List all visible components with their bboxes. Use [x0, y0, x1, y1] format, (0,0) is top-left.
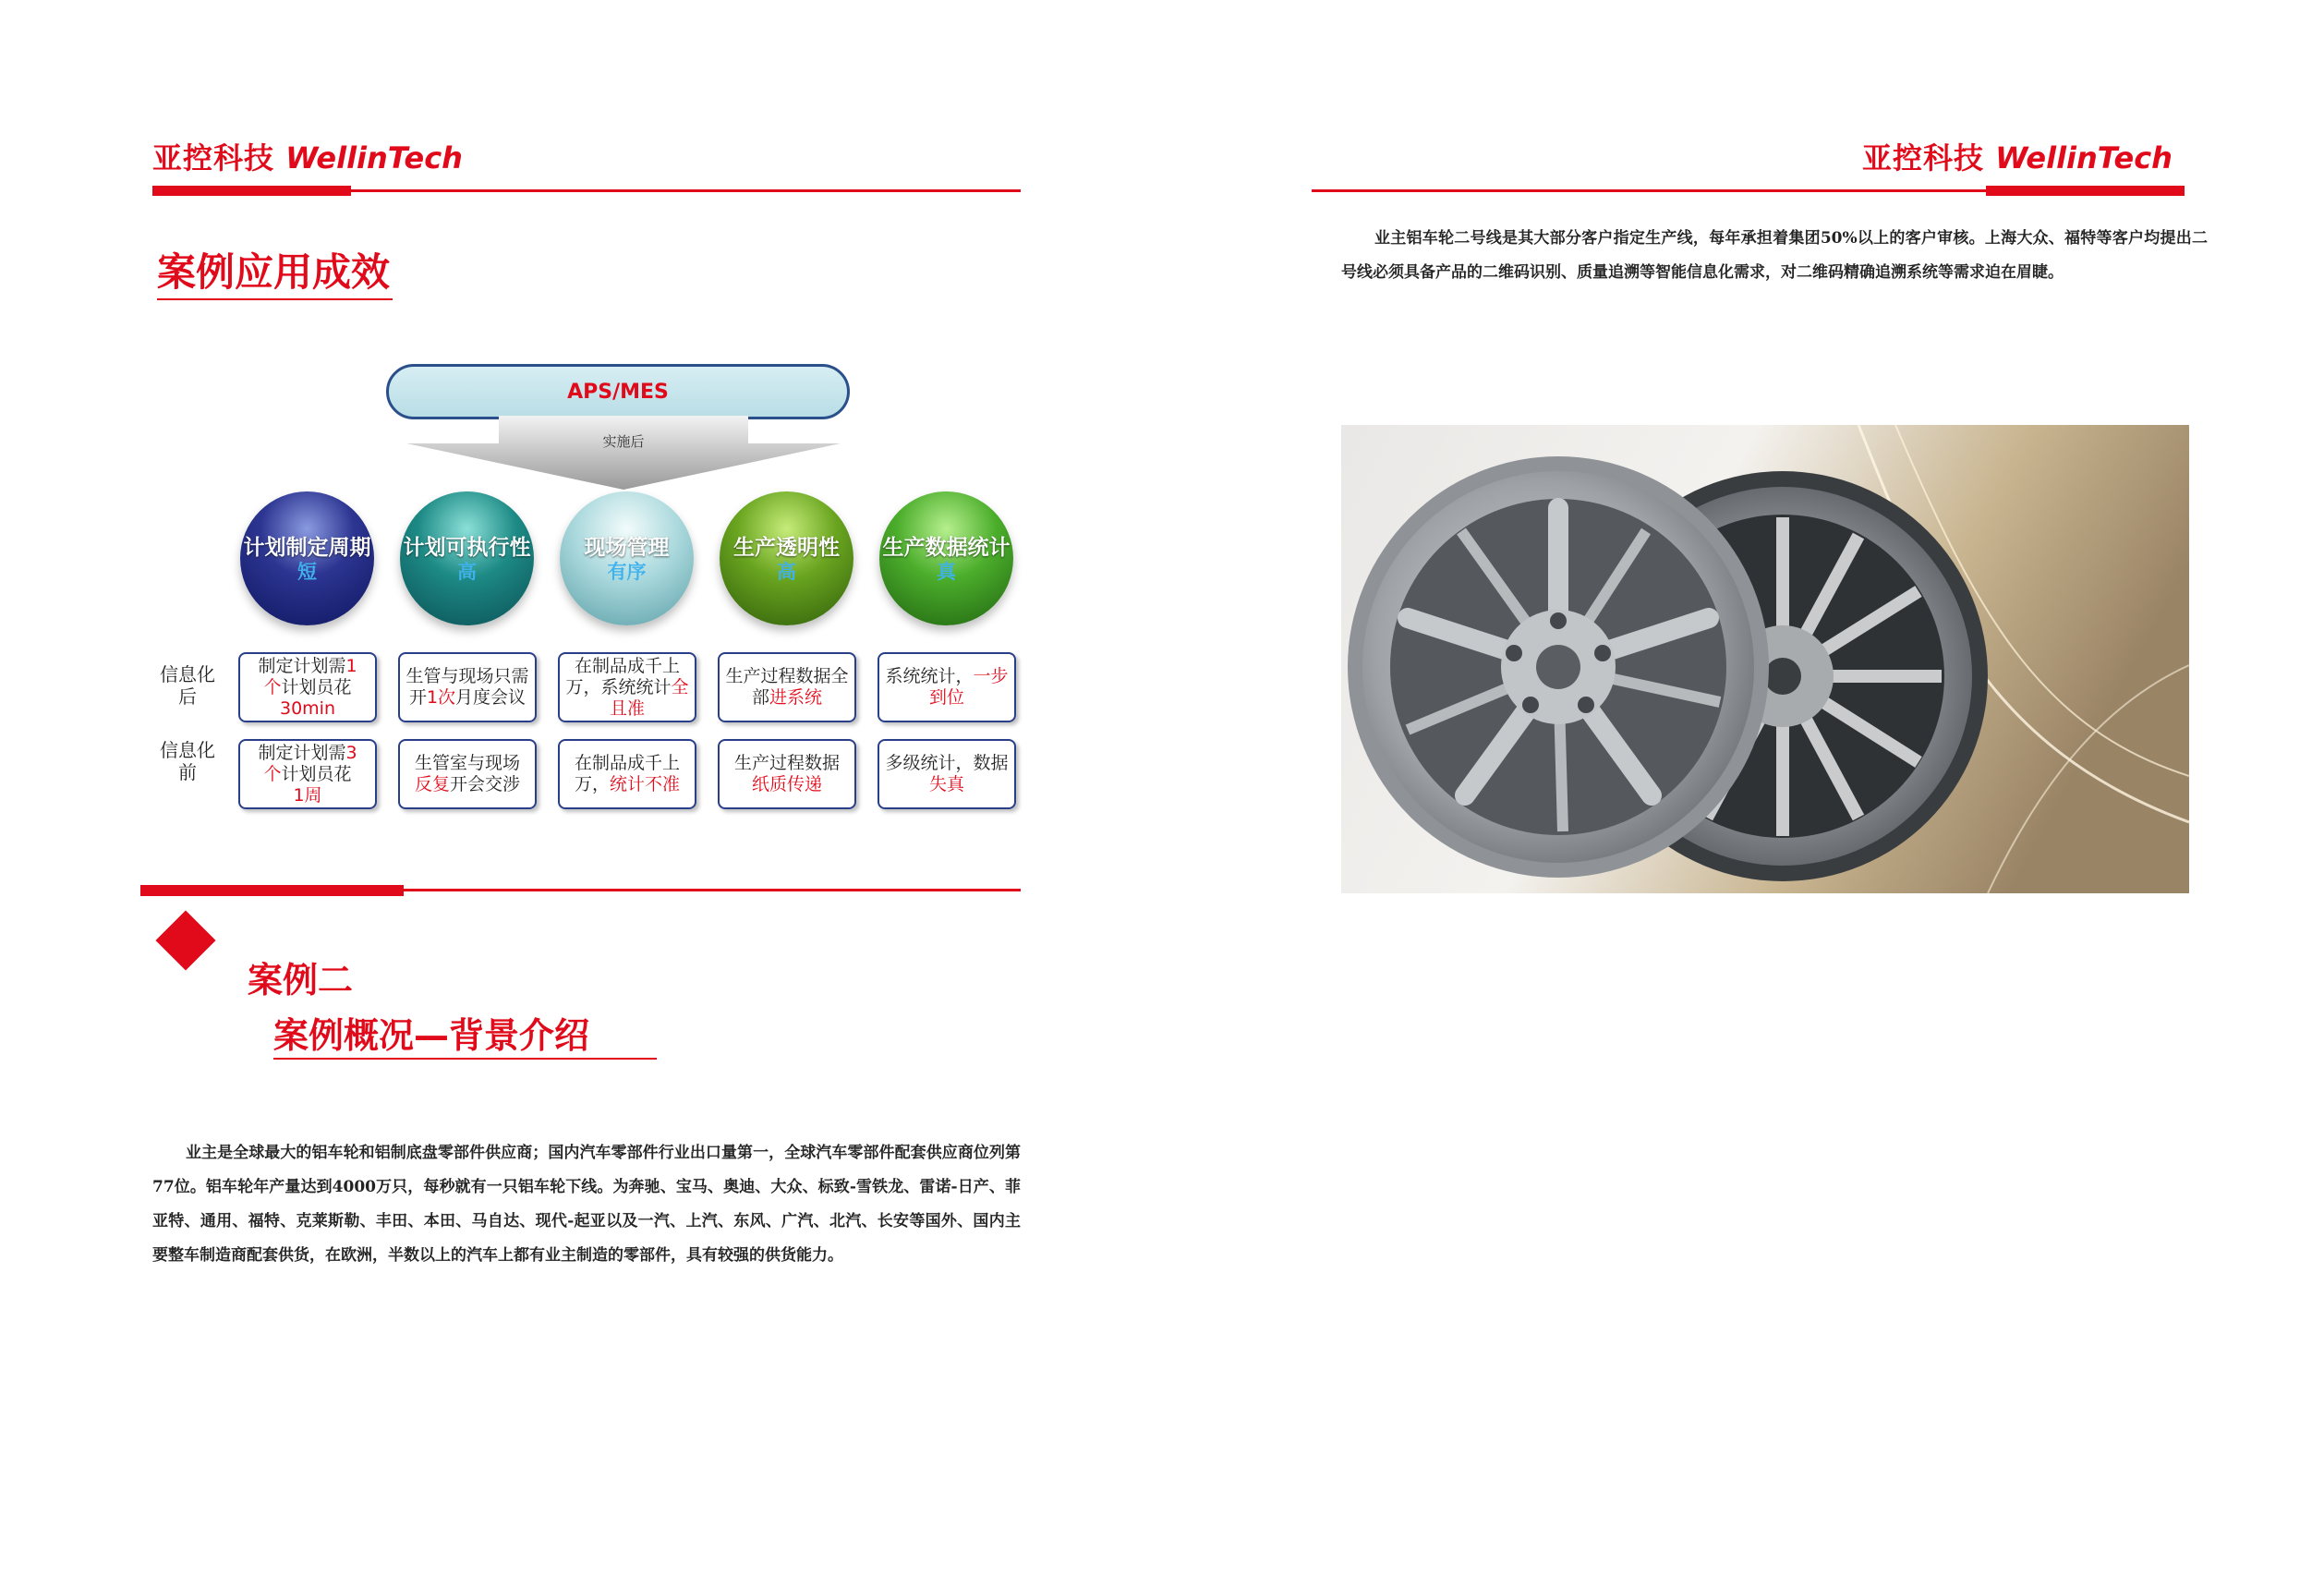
before-card: [718, 739, 856, 809]
sphere-value: 真: [937, 560, 956, 583]
funnel-arrow: [406, 416, 841, 490]
card-text: 生管室与现场: [414, 753, 520, 773]
card-highlight: 30min: [279, 697, 335, 719]
before-card: [398, 739, 537, 809]
arrow-label: 实施后: [602, 433, 645, 450]
right-logo: [1862, 135, 2173, 177]
aps-mes-pill: APS/MES: [386, 364, 850, 419]
sphere-value: 短: [297, 560, 317, 583]
sphere-title: 计划可执行性: [403, 535, 531, 560]
sphere-value: 高: [777, 560, 796, 583]
sphere-title: 现场管理: [584, 535, 670, 560]
card-text: 多级统计，数据: [885, 753, 1009, 773]
card-text: 生产过程数据全部: [725, 666, 849, 708]
sphere-plan-executability: [400, 491, 534, 625]
right-logo-cn: 亚控科技: [1862, 140, 1985, 176]
row-label-before: 信息化前: [160, 739, 215, 783]
card-text: 开会交涉: [450, 774, 521, 794]
before-card: [558, 739, 696, 809]
card-text: 制定计划需: [258, 655, 346, 676]
after-card: [238, 652, 377, 722]
sphere-value: 有序: [607, 560, 647, 583]
before-card: [238, 739, 377, 809]
left-logo-en: WellinTech: [285, 140, 463, 176]
card-highlight: 1周: [293, 784, 322, 806]
card-highlight: 1次: [426, 687, 456, 708]
card-text: 在制品成千上万，系统统计: [565, 655, 680, 697]
section-divider-accent: [140, 885, 404, 896]
before-card: [878, 739, 1016, 809]
left-logo: [152, 135, 463, 177]
sphere-title: 计划制定周期: [243, 535, 371, 560]
sphere-value: 高: [457, 560, 477, 583]
section-title-underline: [157, 298, 393, 300]
case2-title: 案例二: [248, 960, 354, 1000]
card-highlight: 反复: [414, 774, 450, 794]
after-card: [398, 652, 537, 722]
card-text: 月度会议: [455, 687, 527, 708]
diamond-bullet: [155, 910, 215, 970]
card-highlight: 个: [263, 763, 282, 784]
card-text: 生产过程数据: [733, 753, 840, 773]
card-highlight: 1: [345, 655, 357, 676]
card-highlight: 进系统: [769, 687, 823, 708]
sphere-title: 生产透明性: [733, 535, 840, 560]
card-highlight: 一步到位: [928, 666, 1009, 708]
card-highlight: 失真: [928, 774, 964, 794]
card-highlight: 3: [345, 742, 357, 763]
case2-subtitle: 案例概况—背景介绍: [273, 1015, 590, 1056]
sphere-plan-cycle: [240, 491, 374, 625]
left-header-accent: [152, 186, 351, 196]
after-card: [558, 652, 696, 722]
case2-paragraph: 业主是全球最大的铝车轮和铝制底盘零部件供应商；国内汽车零部件行业出口量第一，全球汽车零部件配套供应商位列第77位。铝车轮年产量达到4000万只，每秒就有一只铝车轮下线。为奔驰、宝马、奥迪、大众、标致-雪铁龙、雷诺-日产、菲亚特、通用、福特、克莱斯勒、丰田、本田、马自达、现代-起亚以及一汽、上汽、东风、广汽、北汽、长安等国外、国内主要整车制造商配套供货，在欧洲，半数以上的汽车上都有业主制造的零部件，具有较强的供货能力。: [152, 1144, 1021, 1265]
after-card: [878, 652, 1016, 722]
row-label-after: 信息化后: [160, 663, 215, 708]
card-text: 计划员花: [281, 676, 352, 697]
section-title: 案例应用成效: [157, 249, 391, 295]
left-logo-cn: 亚控科技: [152, 140, 275, 176]
aluminum-wheels-photo: [1341, 425, 2189, 893]
after-card: [718, 652, 856, 722]
sphere-site-management: [560, 491, 694, 625]
card-highlight: 全且准: [609, 676, 689, 719]
card-text: 计划员花: [281, 763, 352, 784]
sphere-production-transparency: [720, 491, 853, 625]
right-logo-en: WellinTech: [1995, 140, 2173, 176]
card-text: 系统统计，: [885, 666, 974, 686]
right-paragraph: 业主铝车轮二号线是其大部分客户指定生产线，每年承担着集团50%以上的客户审核。上海大众、福特等客户均提出二号线必须具备产品的二维码识别、质量追溯等智能信息化需求，对二维码精确追溯系统等需求迫在眉睫。: [1341, 229, 2208, 282]
right-header-accent: [1986, 186, 2185, 196]
case2-underline: [273, 1058, 657, 1060]
card-text: 制定计划需: [258, 742, 346, 763]
sphere-production-statistics: [879, 491, 1013, 625]
card-text: 在制品成千上万，: [574, 753, 680, 794]
card-text: 生管与现场只需开: [405, 666, 529, 708]
sphere-title: 生产数据统计: [882, 535, 1011, 560]
card-highlight: 统计不准: [610, 774, 681, 794]
card-highlight: 个: [263, 676, 282, 697]
card-highlight: 纸质传递: [751, 774, 822, 794]
